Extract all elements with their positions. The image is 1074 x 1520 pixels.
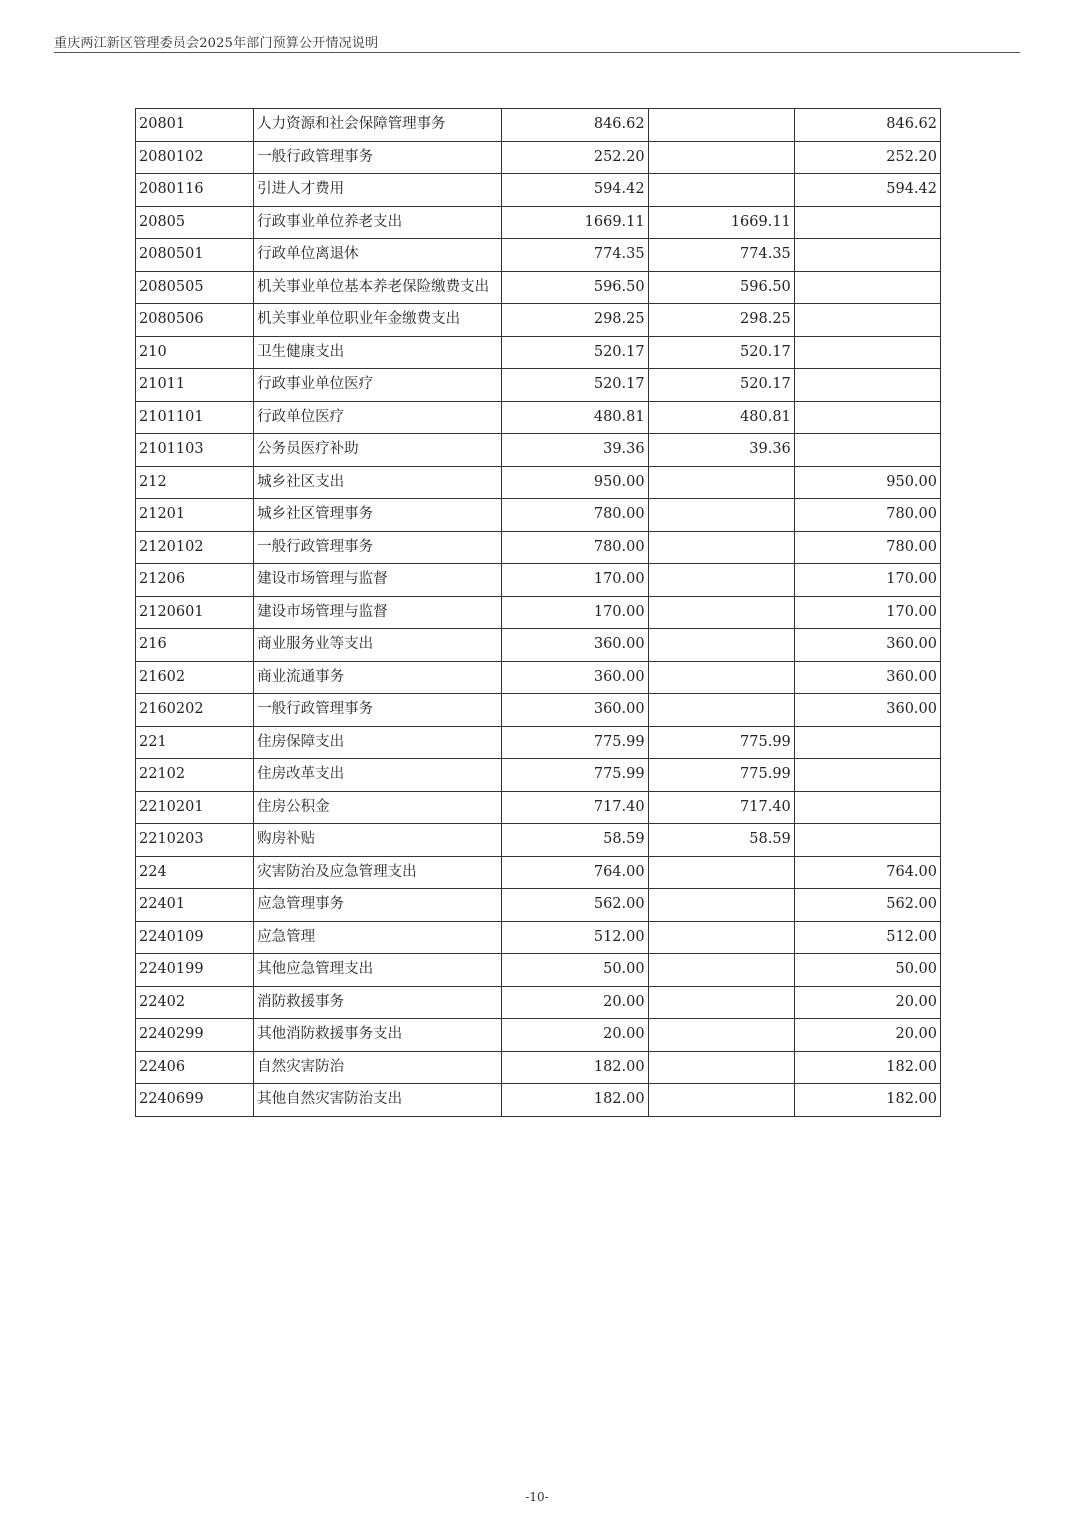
project-expenditure-cell xyxy=(794,726,940,759)
subject-code-cell: 22401 xyxy=(136,889,254,922)
basic-expenditure-cell xyxy=(648,1084,794,1117)
subject-name-cell: 住房改革支出 xyxy=(254,759,502,792)
basic-expenditure-cell: 520.17 xyxy=(648,369,794,402)
total-amount-cell: 20.00 xyxy=(502,1019,648,1052)
total-amount-cell: 480.81 xyxy=(502,401,648,434)
total-amount-cell: 58.59 xyxy=(502,824,648,857)
subject-code-cell: 2210201 xyxy=(136,791,254,824)
table-row xyxy=(136,986,941,1019)
total-amount-cell: 170.00 xyxy=(502,564,648,597)
subject-code-cell: 2240699 xyxy=(136,1084,254,1117)
table-row xyxy=(136,889,941,922)
subject-code-cell: 2101103 xyxy=(136,434,254,467)
project-expenditure-cell xyxy=(794,434,940,467)
subject-name-cell: 公务员医疗补助 xyxy=(254,434,502,467)
subject-code-cell: 20805 xyxy=(136,206,254,239)
subject-code-cell: 22406 xyxy=(136,1051,254,1084)
total-amount-cell: 20.00 xyxy=(502,986,648,1019)
basic-expenditure-cell xyxy=(648,629,794,662)
table-row xyxy=(136,694,941,727)
subject-name-cell: 机关事业单位基本养老保险缴费支出 xyxy=(254,271,502,304)
project-expenditure-cell: 360.00 xyxy=(794,661,940,694)
subject-code-cell: 21206 xyxy=(136,564,254,597)
subject-code-cell: 2080501 xyxy=(136,239,254,272)
basic-expenditure-cell xyxy=(648,889,794,922)
subject-name-cell: 引进人才费用 xyxy=(254,174,502,207)
subject-code-cell: 2080506 xyxy=(136,304,254,337)
subject-name-cell: 应急管理事务 xyxy=(254,889,502,922)
project-expenditure-cell: 50.00 xyxy=(794,954,940,987)
subject-code-cell: 21011 xyxy=(136,369,254,402)
total-amount-cell: 562.00 xyxy=(502,889,648,922)
table-row xyxy=(136,466,941,499)
subject-name-cell: 建设市场管理与监督 xyxy=(254,564,502,597)
project-expenditure-cell xyxy=(794,336,940,369)
total-amount-cell: 594.42 xyxy=(502,174,648,207)
basic-expenditure-cell xyxy=(648,694,794,727)
subject-name-cell: 机关事业单位职业年金缴费支出 xyxy=(254,304,502,337)
subject-name-cell: 行政事业单位医疗 xyxy=(254,369,502,402)
project-expenditure-cell: 182.00 xyxy=(794,1084,940,1117)
total-amount-cell: 1669.11 xyxy=(502,206,648,239)
subject-code-cell: 221 xyxy=(136,726,254,759)
basic-expenditure-cell xyxy=(648,466,794,499)
basic-expenditure-cell: 774.35 xyxy=(648,239,794,272)
basic-expenditure-cell xyxy=(648,141,794,174)
total-amount-cell: 764.00 xyxy=(502,856,648,889)
subject-name-cell: 行政单位医疗 xyxy=(254,401,502,434)
project-expenditure-cell xyxy=(794,824,940,857)
basic-expenditure-cell: 1669.11 xyxy=(648,206,794,239)
total-amount-cell: 360.00 xyxy=(502,694,648,727)
project-expenditure-cell: 950.00 xyxy=(794,466,940,499)
project-expenditure-cell: 20.00 xyxy=(794,1019,940,1052)
basic-expenditure-cell xyxy=(648,596,794,629)
project-expenditure-cell xyxy=(794,759,940,792)
table-row xyxy=(136,174,941,207)
project-expenditure-cell: 182.00 xyxy=(794,1051,940,1084)
subject-code-cell: 2160202 xyxy=(136,694,254,727)
total-amount-cell: 717.40 xyxy=(502,791,648,824)
total-amount-cell: 512.00 xyxy=(502,921,648,954)
table-row xyxy=(136,824,941,857)
total-amount-cell: 50.00 xyxy=(502,954,648,987)
table-row xyxy=(136,531,941,564)
total-amount-cell: 360.00 xyxy=(502,629,648,662)
subject-name-cell: 住房公积金 xyxy=(254,791,502,824)
project-expenditure-cell: 20.00 xyxy=(794,986,940,1019)
table-row xyxy=(136,661,941,694)
project-expenditure-cell: 780.00 xyxy=(794,531,940,564)
basic-expenditure-cell xyxy=(648,109,794,142)
table-row xyxy=(136,596,941,629)
project-expenditure-cell: 764.00 xyxy=(794,856,940,889)
total-amount-cell: 170.00 xyxy=(502,596,648,629)
total-amount-cell: 182.00 xyxy=(502,1084,648,1117)
basic-expenditure-cell xyxy=(648,1019,794,1052)
subject-name-cell: 其他消防救援事务支出 xyxy=(254,1019,502,1052)
total-amount-cell: 774.35 xyxy=(502,239,648,272)
subject-name-cell: 应急管理 xyxy=(254,921,502,954)
project-expenditure-cell: 360.00 xyxy=(794,629,940,662)
basic-expenditure-cell: 717.40 xyxy=(648,791,794,824)
basic-expenditure-cell xyxy=(648,856,794,889)
basic-expenditure-cell xyxy=(648,954,794,987)
subject-name-cell: 建设市场管理与监督 xyxy=(254,596,502,629)
subject-name-cell: 行政单位离退休 xyxy=(254,239,502,272)
total-amount-cell: 950.00 xyxy=(502,466,648,499)
project-expenditure-cell: 252.20 xyxy=(794,141,940,174)
project-expenditure-cell: 594.42 xyxy=(794,174,940,207)
project-expenditure-cell xyxy=(794,206,940,239)
subject-code-cell: 21602 xyxy=(136,661,254,694)
total-amount-cell: 182.00 xyxy=(502,1051,648,1084)
subject-name-cell: 购房补贴 xyxy=(254,824,502,857)
subject-code-cell: 22402 xyxy=(136,986,254,1019)
budget-table xyxy=(135,108,941,1117)
table-row xyxy=(136,109,941,142)
subject-name-cell: 其他自然灾害防治支出 xyxy=(254,1084,502,1117)
project-expenditure-cell xyxy=(794,401,940,434)
basic-expenditure-cell xyxy=(648,531,794,564)
basic-expenditure-cell: 39.36 xyxy=(648,434,794,467)
project-expenditure-cell xyxy=(794,791,940,824)
subject-code-cell: 210 xyxy=(136,336,254,369)
table-row xyxy=(136,726,941,759)
total-amount-cell: 775.99 xyxy=(502,759,648,792)
project-expenditure-cell: 360.00 xyxy=(794,694,940,727)
total-amount-cell: 39.36 xyxy=(502,434,648,467)
total-amount-cell: 780.00 xyxy=(502,499,648,532)
table-row xyxy=(136,564,941,597)
subject-name-cell: 住房保障支出 xyxy=(254,726,502,759)
table-row xyxy=(136,304,941,337)
total-amount-cell: 520.17 xyxy=(502,369,648,402)
total-amount-cell: 775.99 xyxy=(502,726,648,759)
subject-code-cell: 2080116 xyxy=(136,174,254,207)
subject-code-cell: 2240199 xyxy=(136,954,254,987)
total-amount-cell: 846.62 xyxy=(502,109,648,142)
subject-code-cell: 21201 xyxy=(136,499,254,532)
budget-table-body xyxy=(136,109,941,1117)
subject-name-cell: 行政事业单位养老支出 xyxy=(254,206,502,239)
total-amount-cell: 520.17 xyxy=(502,336,648,369)
subject-code-cell: 2240109 xyxy=(136,921,254,954)
subject-name-cell: 商业流通事务 xyxy=(254,661,502,694)
total-amount-cell: 596.50 xyxy=(502,271,648,304)
table-row xyxy=(136,271,941,304)
page-number: -10- xyxy=(525,1490,549,1504)
project-expenditure-cell xyxy=(794,304,940,337)
subject-name-cell: 灾害防治及应急管理支出 xyxy=(254,856,502,889)
project-expenditure-cell: 780.00 xyxy=(794,499,940,532)
subject-name-cell: 城乡社区管理事务 xyxy=(254,499,502,532)
basic-expenditure-cell xyxy=(648,921,794,954)
table-row xyxy=(136,336,941,369)
table-row xyxy=(136,434,941,467)
table-row xyxy=(136,206,941,239)
subject-code-cell: 20801 xyxy=(136,109,254,142)
project-expenditure-cell: 170.00 xyxy=(794,596,940,629)
subject-name-cell: 商业服务业等支出 xyxy=(254,629,502,662)
basic-expenditure-cell xyxy=(648,1051,794,1084)
table-row xyxy=(136,239,941,272)
basic-expenditure-cell: 596.50 xyxy=(648,271,794,304)
table-row xyxy=(136,791,941,824)
basic-expenditure-cell xyxy=(648,174,794,207)
subject-name-cell: 城乡社区支出 xyxy=(254,466,502,499)
basic-expenditure-cell: 480.81 xyxy=(648,401,794,434)
subject-name-cell: 自然灾害防治 xyxy=(254,1051,502,1084)
table-row xyxy=(136,1051,941,1084)
table-row xyxy=(136,1019,941,1052)
subject-name-cell: 一般行政管理事务 xyxy=(254,141,502,174)
basic-expenditure-cell: 775.99 xyxy=(648,759,794,792)
project-expenditure-cell: 562.00 xyxy=(794,889,940,922)
subject-code-cell: 2101101 xyxy=(136,401,254,434)
subject-name-cell: 其他应急管理支出 xyxy=(254,954,502,987)
subject-name-cell: 卫生健康支出 xyxy=(254,336,502,369)
subject-name-cell: 消防救援事务 xyxy=(254,986,502,1019)
basic-expenditure-cell xyxy=(648,499,794,532)
table-row xyxy=(136,759,941,792)
basic-expenditure-cell: 298.25 xyxy=(648,304,794,337)
subject-code-cell: 2080102 xyxy=(136,141,254,174)
project-expenditure-cell xyxy=(794,271,940,304)
table-row xyxy=(136,921,941,954)
basic-expenditure-cell: 775.99 xyxy=(648,726,794,759)
page-header-title: 重庆两江新区管理委员会2025年部门预算公开情况说明 xyxy=(54,36,379,51)
subject-name-cell: 人力资源和社会保障管理事务 xyxy=(254,109,502,142)
subject-name-cell: 一般行政管理事务 xyxy=(254,531,502,564)
project-expenditure-cell: 512.00 xyxy=(794,921,940,954)
table-row xyxy=(136,856,941,889)
basic-expenditure-cell xyxy=(648,986,794,1019)
table-row xyxy=(136,1084,941,1117)
project-expenditure-cell: 846.62 xyxy=(794,109,940,142)
project-expenditure-cell xyxy=(794,239,940,272)
subject-code-cell: 216 xyxy=(136,629,254,662)
subject-code-cell: 212 xyxy=(136,466,254,499)
basic-expenditure-cell xyxy=(648,661,794,694)
project-expenditure-cell: 170.00 xyxy=(794,564,940,597)
total-amount-cell: 780.00 xyxy=(502,531,648,564)
basic-expenditure-cell: 520.17 xyxy=(648,336,794,369)
basic-expenditure-cell: 58.59 xyxy=(648,824,794,857)
header-divider xyxy=(54,52,1020,53)
subject-code-cell: 22102 xyxy=(136,759,254,792)
total-amount-cell: 360.00 xyxy=(502,661,648,694)
subject-name-cell: 一般行政管理事务 xyxy=(254,694,502,727)
table-row xyxy=(136,629,941,662)
table-row xyxy=(136,954,941,987)
subject-code-cell: 2240299 xyxy=(136,1019,254,1052)
subject-code-cell: 2080505 xyxy=(136,271,254,304)
subject-code-cell: 2210203 xyxy=(136,824,254,857)
subject-code-cell: 224 xyxy=(136,856,254,889)
table-row xyxy=(136,401,941,434)
total-amount-cell: 252.20 xyxy=(502,141,648,174)
subject-code-cell: 2120601 xyxy=(136,596,254,629)
project-expenditure-cell xyxy=(794,369,940,402)
table-row xyxy=(136,499,941,532)
basic-expenditure-cell xyxy=(648,564,794,597)
table-row xyxy=(136,141,941,174)
total-amount-cell: 298.25 xyxy=(502,304,648,337)
table-row xyxy=(136,369,941,402)
subject-code-cell: 2120102 xyxy=(136,531,254,564)
